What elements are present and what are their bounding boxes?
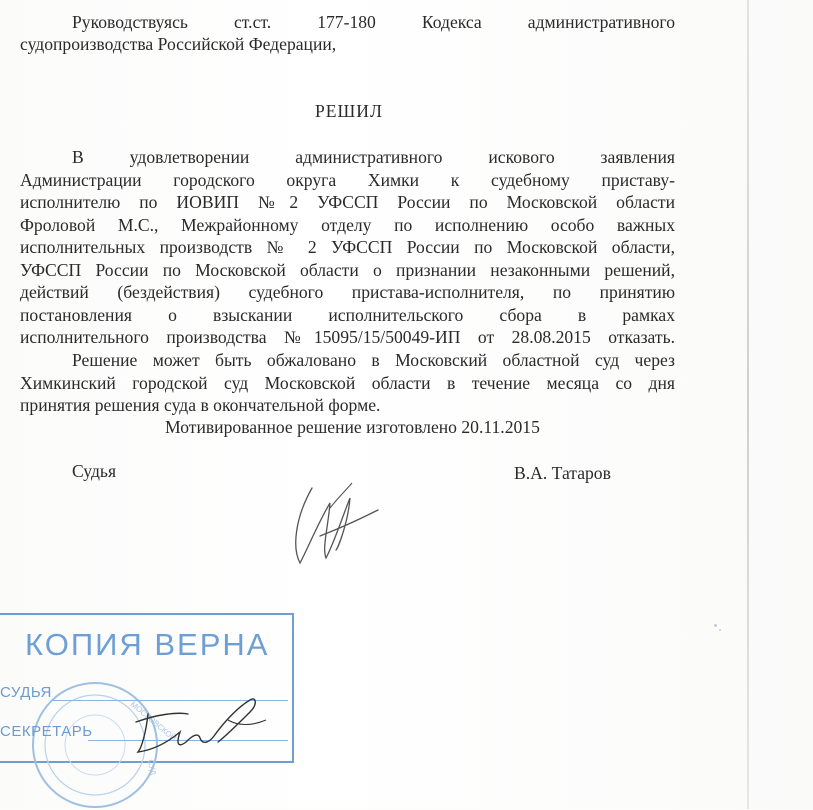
decision-line: Фроловой М.С., Межрайонному отделу по исполнению особо важных — [20, 214, 675, 235]
stamp-secretary-label: СЕКРЕТАРЬ — [0, 723, 93, 740]
secretary-signature-icon — [128, 692, 278, 767]
stamp-title: КОПИЯ ВЕРНА — [25, 627, 270, 662]
svg-text:МОСКОВСКОЙ: МОСКОВСКОЙ — [128, 699, 179, 744]
svg-text:СУД: СУД — [146, 758, 158, 776]
decision-line: УФССП России по Московской области о признании незаконными решений, — [20, 259, 675, 280]
decision-line: исполнителю по ИОВИП №2 УФССП России по Московской области — [20, 192, 675, 212]
decision-line: В удовлетворении административного искового заявления — [72, 147, 675, 167]
appeal-line: принятия решения суда в окончательной форме. — [20, 395, 381, 415]
decision-line: Администрации городского округа Химки к судебному приставу- — [20, 169, 675, 190]
decision-heading: РЕШИЛ — [315, 101, 383, 121]
motivated-decision-note: Мотивированное решение изготовлено 20.11.2015 — [165, 417, 540, 437]
decision-line: действий (бездействия) судебного пристава-исполнителя, по принятию — [20, 282, 675, 302]
appeal-line: Решение может быть обжаловано в Московский областной суд через — [72, 350, 675, 370]
decision-line: исполнительных производств № 2 УФССП России по Московской области, — [20, 237, 675, 257]
intro-block — [20, 11, 675, 34]
paper-speck — [714, 624, 717, 627]
judge-name: В.А. Татаров — [514, 463, 611, 483]
judge-signature-icon — [290, 478, 390, 573]
intro-line-1: Руководствуясь ст.ст. 177-180 Кодекса административного — [72, 12, 675, 32]
appeal-paragraph — [20, 349, 675, 417]
intro-line-2: судопроизводства Российской Федерации, — [20, 34, 337, 54]
decision-line: постановления о взыскании исполнительского сбора в рамках — [20, 304, 675, 325]
stamp-judge-label: СУДЬЯ — [0, 684, 52, 701]
decision-paragraph — [20, 146, 675, 349]
paper-speck — [719, 629, 721, 631]
paper-edge — [747, 0, 749, 809]
appeal-line: Химкинский городской суд Московской области в течение месяца со дня — [20, 372, 675, 393]
decision-line: исполнительного производства №15095/15/50049-ИП от 28.08.2015 отказать. — [20, 327, 675, 347]
judge-label: Судья — [72, 461, 117, 481]
